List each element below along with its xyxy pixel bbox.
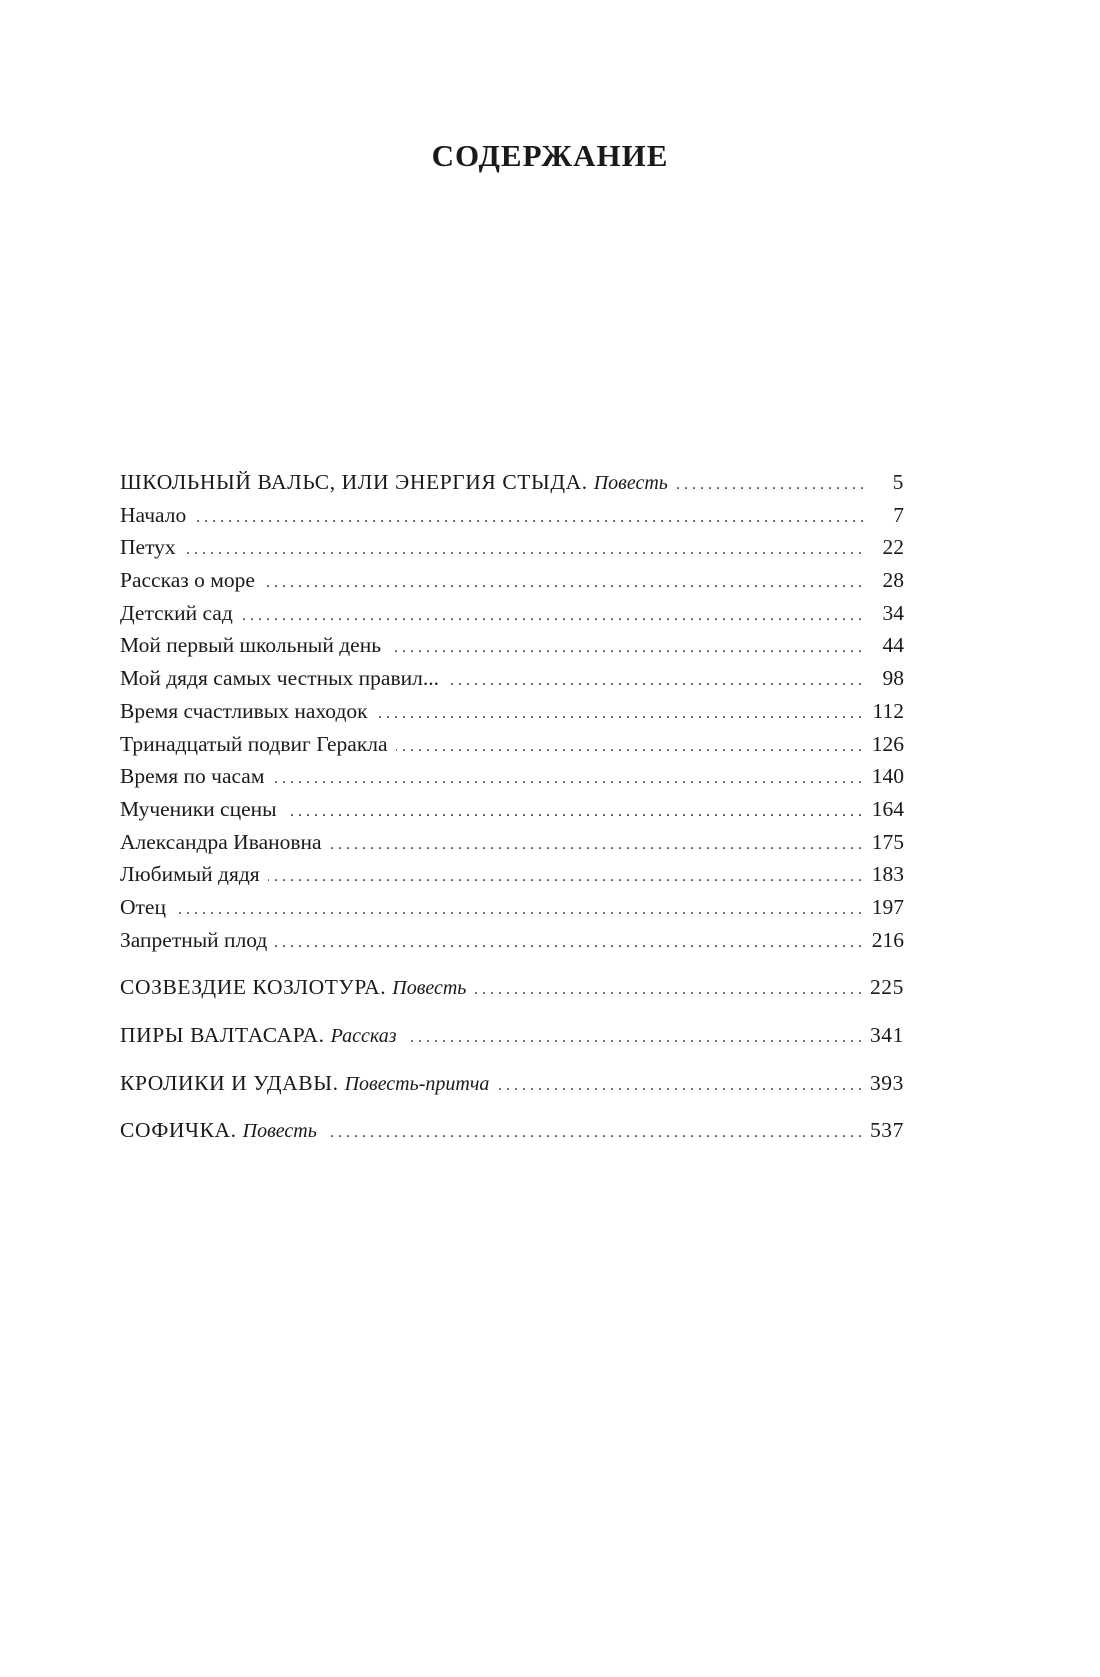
toc-entry-title: Запретный плод: [120, 927, 268, 952]
dot-leader: [263, 567, 862, 600]
toc-entry-kroliki-i-udavy[interactable]: [120, 1067, 904, 1100]
toc-entry-title: Рассказ о море: [120, 568, 255, 593]
toc-entry-page: 5: [892, 470, 904, 494]
toc-entry-genre: Повесть-притча: [344, 1072, 490, 1095]
toc-entry-page: 22: [882, 535, 904, 560]
toc-entry-page: 98: [882, 666, 904, 691]
toc-entry-pervyy-shkolnyy-den[interactable]: [120, 629, 904, 662]
toc-entry-aleksandra-ivanovna[interactable]: [120, 826, 904, 859]
toc-entry-page: 197: [871, 894, 904, 919]
dot-leader: [389, 632, 862, 665]
toc-entry-title: ШКОЛЬНЫЙ ВАЛЬС, ИЛИ ЭНЕРГИЯ СТЫДА. Повесть: [120, 470, 668, 494]
toc-entry-title: СОЗВЕЗДИЕ КОЗЛОТУРА. Повесть: [120, 975, 467, 1000]
dot-leader: [241, 600, 862, 633]
toc-entry-title: Александра Ивановна: [120, 829, 322, 854]
toc-entry-detskiy-sad[interactable]: [120, 597, 904, 630]
toc-entry-page: 183: [871, 862, 904, 887]
dot-leader: [376, 698, 862, 731]
toc-entry-page: 112: [872, 698, 904, 723]
dot-leader: [325, 1117, 862, 1150]
toc-entry-petukh[interactable]: [120, 531, 904, 564]
toc-entry-page: 44: [882, 633, 904, 658]
toc-entry-page: 7: [893, 502, 904, 527]
toc-entry-title: КРОЛИКИ И УДАВЫ. Повесть-притча: [120, 1070, 490, 1095]
toc-entry-page: 164: [871, 796, 904, 821]
toc-entry-lyubimyy-dyadya[interactable]: [120, 858, 904, 891]
toc-entry-vremya-po-chasam[interactable]: [120, 760, 904, 793]
toc-entry-title: Детский сад: [120, 600, 233, 625]
toc-entry-title: Время счастливых находок: [120, 698, 368, 723]
dot-leader: [268, 861, 862, 894]
toc-entry-school-waltz[interactable]: [120, 466, 904, 499]
toc-entry-piry-valtasara[interactable]: [120, 1019, 904, 1052]
dot-leader: [474, 974, 862, 1007]
toc-entry-title: Тринадцатый подвиг Геракла: [120, 731, 388, 756]
toc-entry-title: Мученики сцены: [120, 796, 277, 821]
toc-entry-title: Мой дядя самых честных правил...: [120, 666, 439, 691]
dot-leader: [330, 829, 862, 862]
toc-entry-page: 341: [869, 1023, 904, 1047]
toc-entry-title: Время по часам: [120, 764, 265, 789]
table-of-contents: [120, 466, 904, 1147]
toc-entry-genre: Повесть: [242, 1120, 317, 1143]
toc-entry-podvig-gerakla[interactable]: [120, 728, 904, 761]
dot-leader: [396, 731, 862, 764]
dot-leader: [676, 469, 864, 502]
toc-entry-page: 393: [869, 1070, 904, 1095]
toc-entry-vremya-nakhodok[interactable]: [120, 695, 904, 728]
dot-leader: [174, 894, 862, 927]
toc-entry-page: 175: [871, 829, 904, 854]
toc-entry-moy-dyadya[interactable]: [120, 662, 904, 695]
dot-leader: [497, 1070, 862, 1103]
toc-entry-mucheniki-stseny[interactable]: [120, 793, 904, 826]
toc-entry-zapretnyy-plod[interactable]: [120, 924, 904, 957]
dot-leader: [285, 796, 862, 829]
toc-entry-page: 28: [882, 568, 904, 593]
toc-entry-page: 34: [882, 600, 904, 625]
dot-leader: [447, 665, 862, 698]
toc-entry-sofichka[interactable]: [120, 1114, 904, 1147]
toc-entry-page: 225: [869, 975, 904, 1000]
toc-entry-sozvezdie-kozlotura[interactable]: [120, 971, 904, 1004]
toc-entry-genre: Повесть: [593, 472, 668, 494]
dot-leader: [275, 927, 862, 960]
toc-entry-genre: Повесть: [392, 977, 467, 1000]
toc-entry-page: 140: [871, 764, 904, 789]
toc-entry-title: Начало: [120, 502, 187, 527]
dot-leader: [184, 534, 862, 567]
toc-entry-rasskaz-o-more[interactable]: [120, 564, 904, 597]
toc-entry-page: 216: [871, 927, 904, 952]
toc-entry-nachalo[interactable]: [120, 499, 904, 532]
toc-entry-title: Отец: [120, 894, 166, 919]
toc-entry-title: СОФИЧКА. Повесть: [120, 1118, 317, 1143]
toc-entry-title: ПИРЫ ВАЛТАСАРА. Рассказ: [120, 1023, 397, 1047]
page-title: СОДЕРЖАНИЕ: [431, 138, 669, 173]
dot-leader: [405, 1022, 862, 1055]
toc-entry-otets[interactable]: [120, 891, 904, 924]
toc-entry-title: Петух: [120, 535, 176, 560]
toc-entry-title: Любимый дядя: [120, 862, 260, 887]
dot-leader: [194, 502, 864, 535]
dot-leader: [272, 763, 862, 796]
toc-entry-page: 126: [871, 731, 904, 756]
toc-entry-page: 537: [869, 1118, 904, 1143]
toc-entry-genre: Рассказ: [330, 1025, 397, 1047]
toc-entry-title: Мой первый школьный день: [120, 633, 382, 658]
